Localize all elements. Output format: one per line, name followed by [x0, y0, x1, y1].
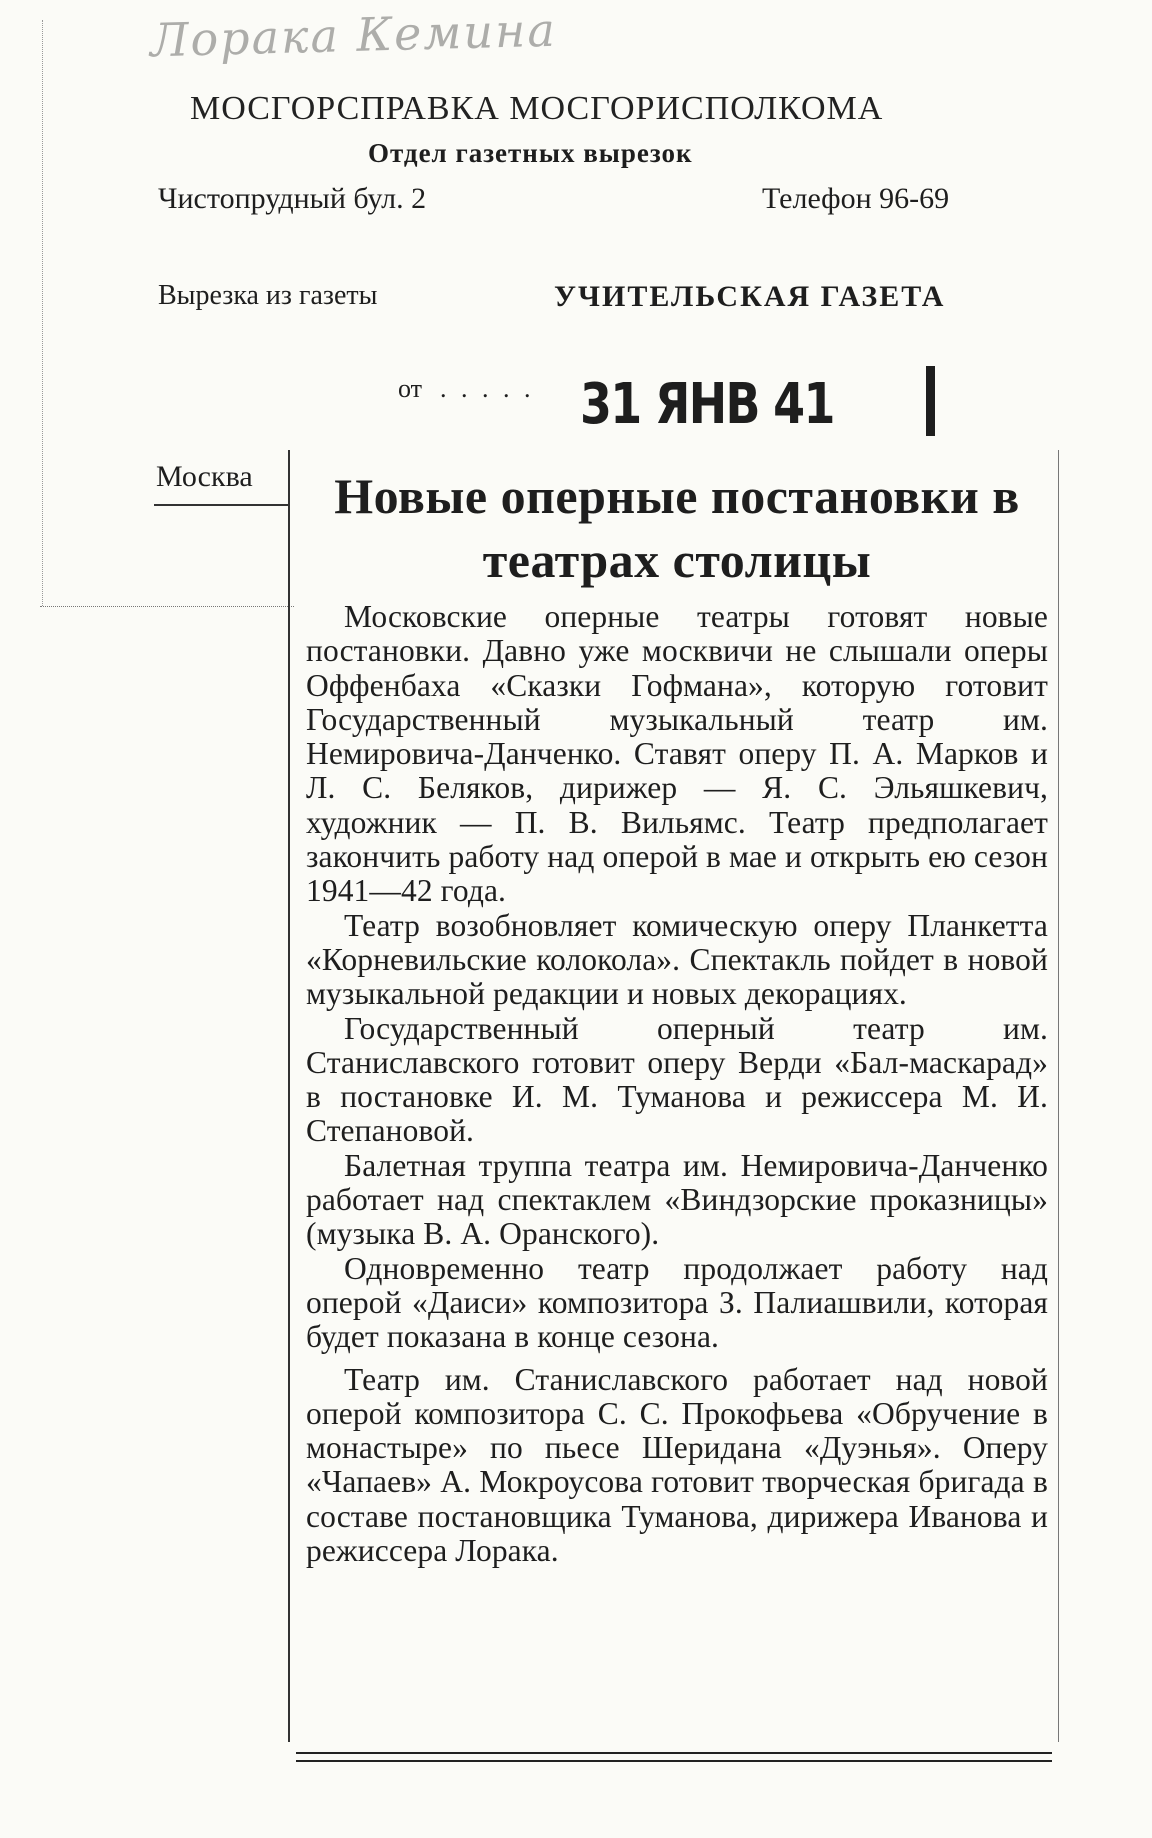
date-stamp: 31 ЯНВ 41 — [580, 372, 834, 437]
article-right-rule — [1058, 450, 1059, 1742]
article-headline: Новые оперные постановки в театрах столицы — [334, 468, 1020, 588]
stamp-bracket — [912, 366, 935, 436]
bureau-phone: Телефон 96-69 — [762, 182, 950, 215]
article — [306, 460, 1048, 1568]
bureau-title: МОСГОРСПРАВКА МОСГОРИСПОЛКОМА — [190, 90, 884, 127]
article-paragraph: Театр им. Станиславского работает над новой оперой композитора С. С. Прокофьева «Обручение в монастыре» по пьесе Шеридана «Дуэнья». Оперу «Чапаев» А. Мокроусова готовит творческая бригада в составе постановщика Туманова, дирижера Иванова и режиссера Лорака. — [306, 1361, 1048, 1569]
city-label: Москва — [156, 460, 253, 493]
newspaper-name: УЧИТЕЛЬСКАЯ ГАЗЕТА — [554, 280, 946, 313]
department-name: Отдел газетных вырезок — [368, 138, 693, 168]
article-left-rule — [288, 450, 290, 1742]
cutting-source-label: Вырезка из газеты — [158, 280, 378, 311]
date-prefix: от — [398, 374, 423, 403]
article-bottom-rule — [296, 1752, 1052, 1762]
handwritten-note: Лорака Кемина — [149, 2, 558, 68]
article-paragraph: Театр возобновляет комическую оперу Планкетта «Корневильские колокола». Спектакль пойдет в новой музыкальной редакции и новых декорациях. — [306, 907, 1048, 1012]
article-paragraph: Московские оперные театры готовят новые постановки. Давно уже москвичи не слышали оперы Оффенбаха «Сказки Гофмана», которую готовит Государственный музыкальный театр им. Немировича-Данченко. Ставят оперу П. А. Марков и Л. С. Беляков, дирижер — Я. С. Эльяшкевич, художник — П. В. Вильямс. Театр предполагает закончить работу над оперой в мае и открыть ею сезон 1941—42 года. — [306, 599, 1048, 909]
city-underline — [154, 504, 288, 506]
article-paragraph: Балетная труппа театра им. Немировича-Данченко работает над спектаклем «Виндзорские проказницы» (музыка В. А. Оранского). — [306, 1147, 1048, 1252]
form-left-border — [42, 20, 43, 606]
form-bottom-border — [40, 606, 294, 607]
date-dots: . . . . . — [440, 374, 535, 403]
article-paragraph: Одновременно театр продолжает работу над оперой «Даиси» композитора З. Палиашвили, которая будет показана в конце сезона. — [306, 1250, 1048, 1355]
article-paragraph: Государственный оперный театр им. Станиславского готовит оперу Верди «Бал-маскарад» в постановке И. М. Туманова и режиссера М. И. Степановой. — [306, 1010, 1048, 1149]
bureau-address: Чистопрудный бул. 2 — [158, 182, 427, 215]
